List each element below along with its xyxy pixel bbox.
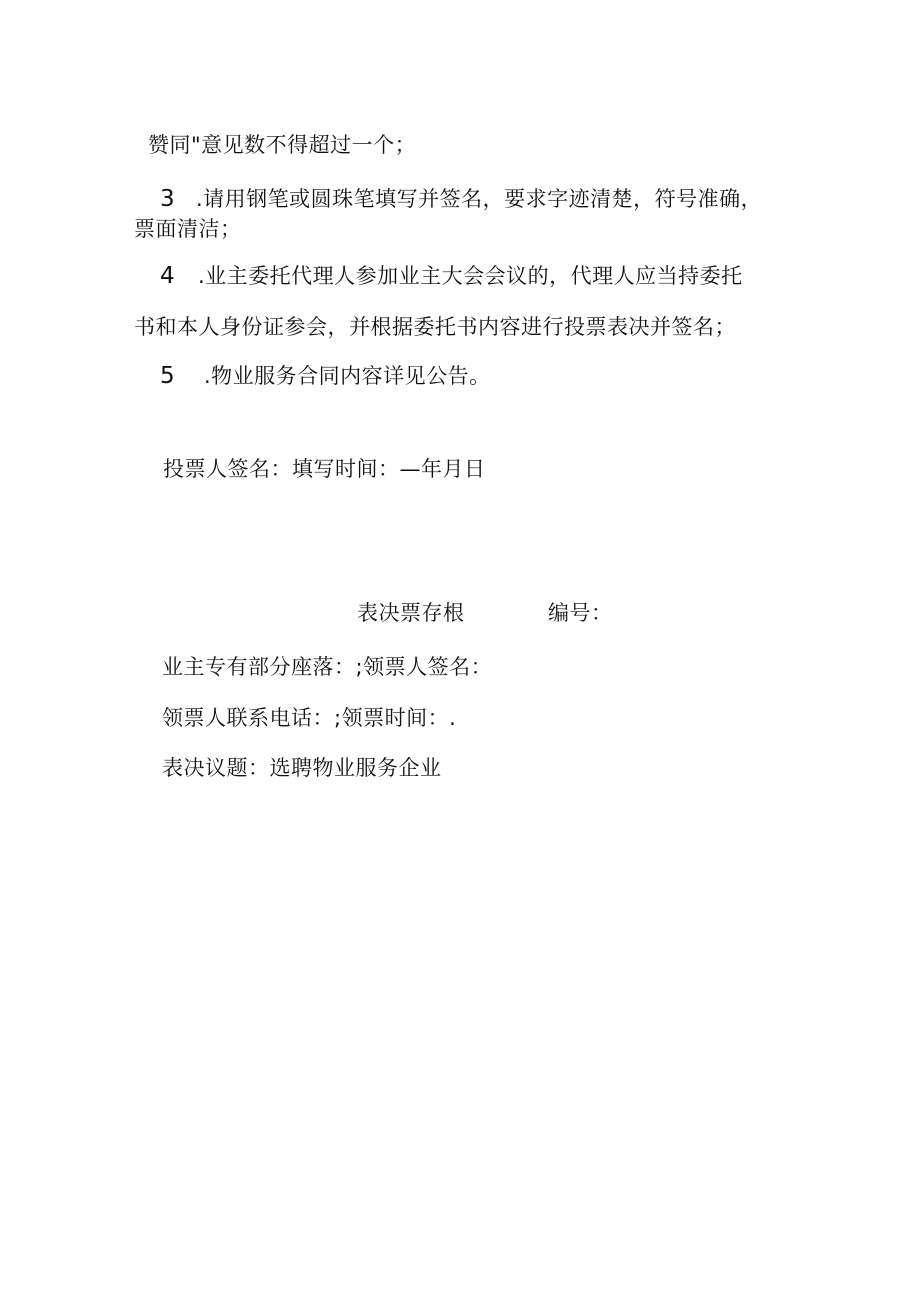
rule-item-5: [160, 362, 491, 390]
voter-signature-line: 投票人签名：填写时间：—年月日: [163, 457, 486, 481]
stub-title: 表决票存根: [357, 601, 465, 625]
stub-contact-line: 领票人联系电话：;领票时间：.: [162, 706, 457, 730]
rule-line-continuation: 赞同"意见数不得超过一个；: [148, 133, 417, 157]
item-text: .物业服务合同内容详见公告。: [204, 364, 491, 388]
item-number: 4: [160, 263, 176, 289]
rule-item-3-continuation: 票面清洁；: [134, 217, 242, 241]
item-text: .业主委托代理人参加业主大会会议的，代理人应当持委托: [198, 264, 743, 288]
stub-topic-line: 表决议题：选聘物业服务企业: [162, 756, 442, 780]
stub-location-line: 业主专有部分座落：;领票人签名：: [162, 655, 493, 679]
item-number: 3: [160, 186, 176, 212]
item-number: 5: [160, 363, 176, 389]
rule-item-4-continuation: 书和本人身份证参会，并根据委托书内容进行投票表决并签名；: [134, 315, 736, 339]
stub-number-label: 编号：: [548, 601, 613, 625]
rule-item-3: [160, 185, 762, 213]
rule-item-4: [160, 262, 743, 290]
item-text: .请用钢笔或圆珠笔填写并签名，要求字迹清楚，符号准确，: [196, 187, 763, 211]
